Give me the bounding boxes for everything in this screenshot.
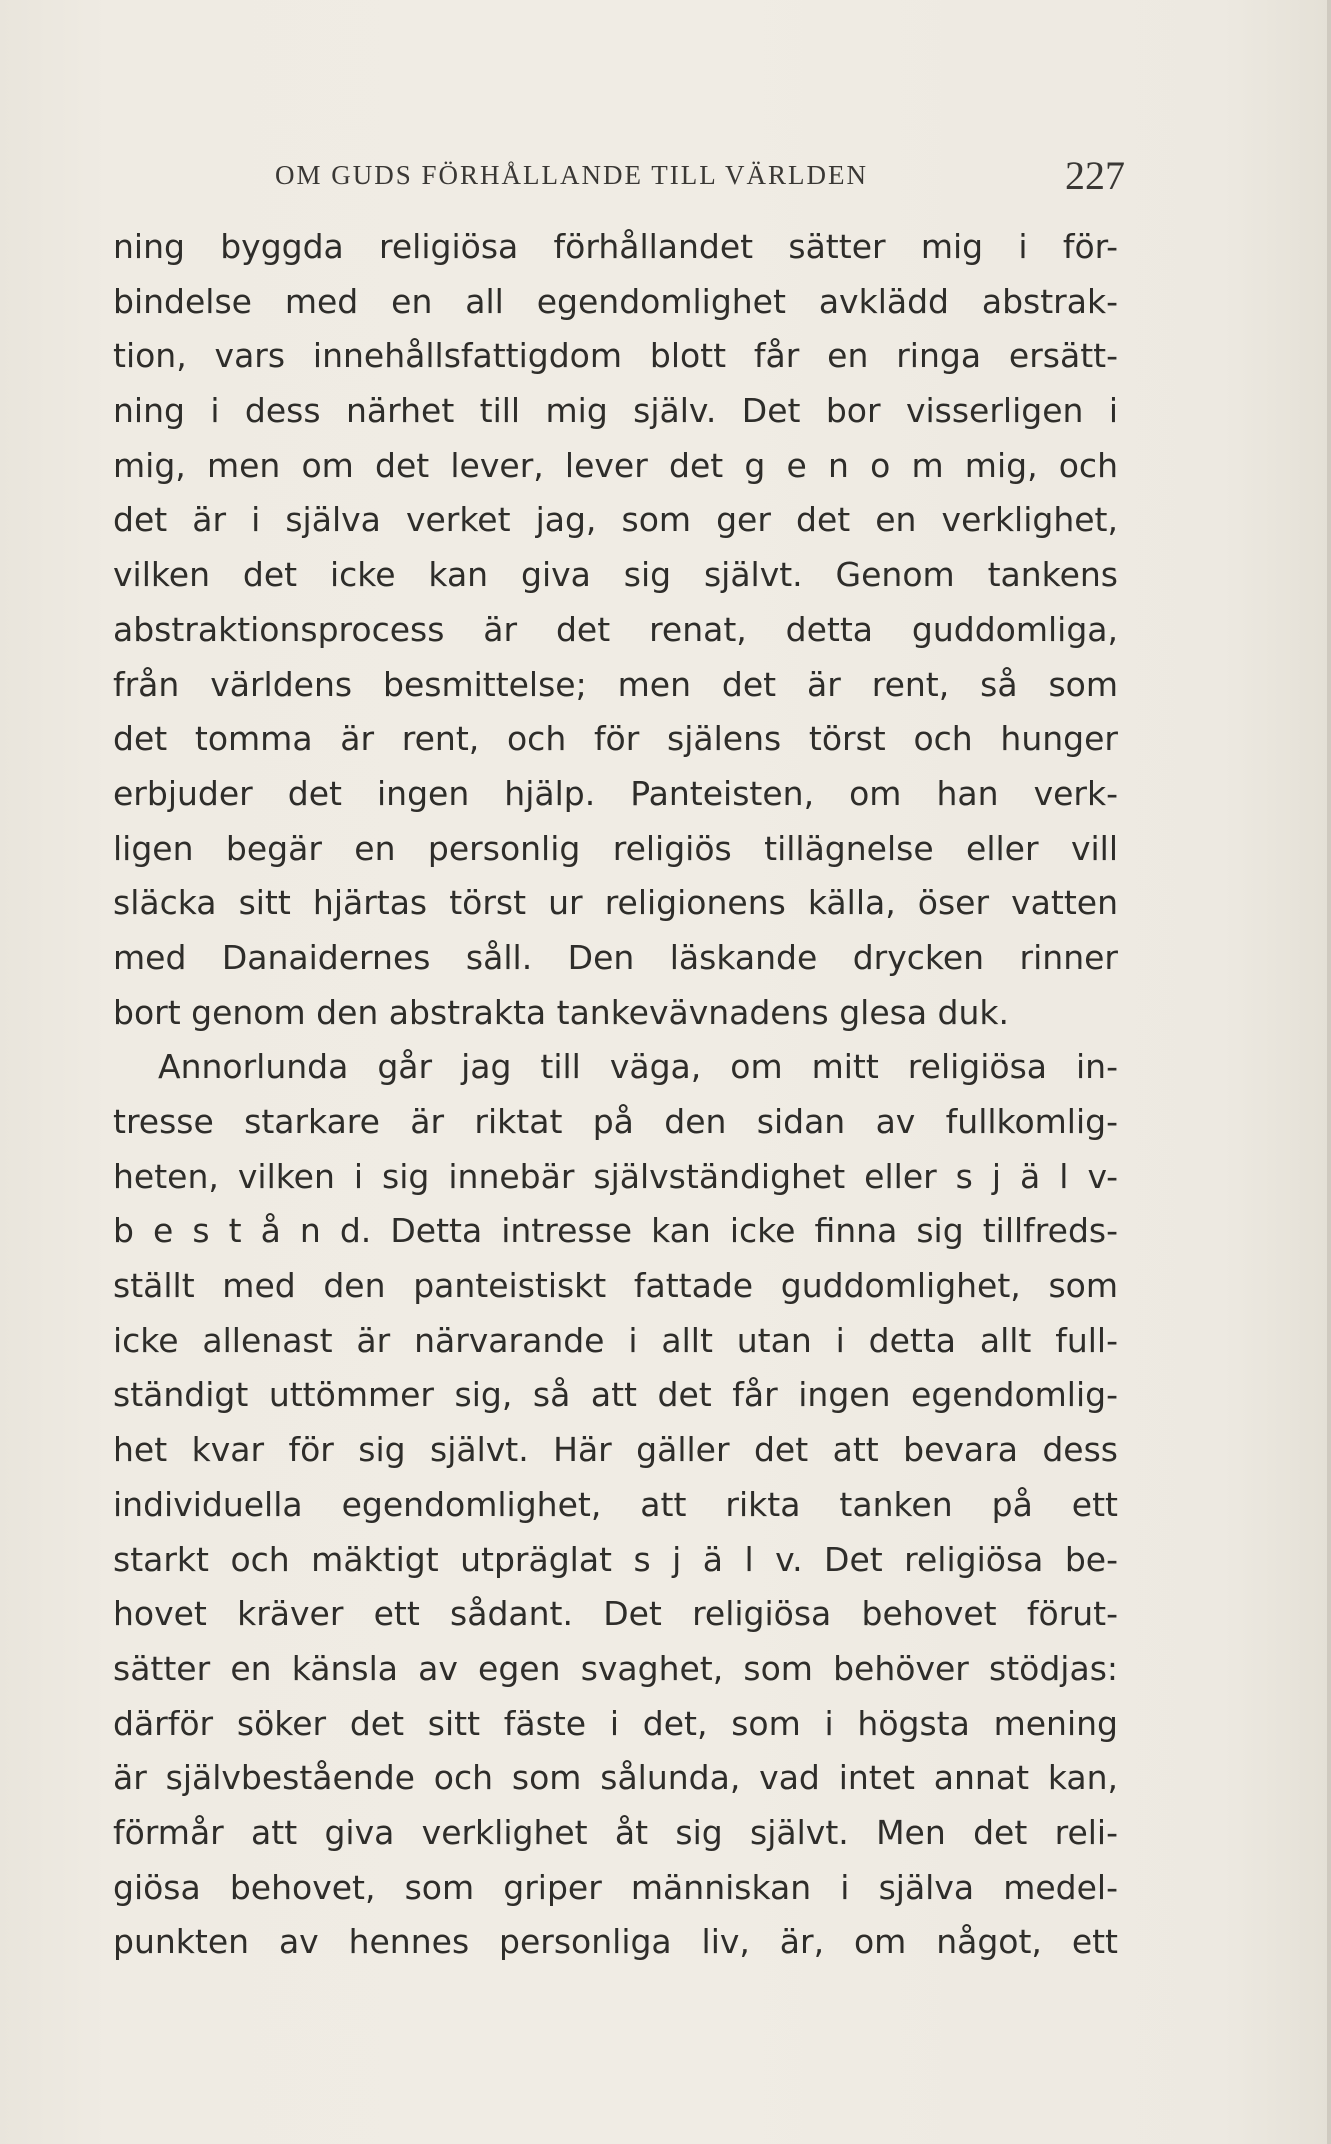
text-line: med Danaidernes såll. Den läskande drycken rinner: [113, 937, 1118, 977]
page-edge: [1327, 0, 1331, 2144]
text-line: mig, men om det lever, lever det g e n o m mig, och: [113, 445, 1118, 485]
text-line: b e s t å n d. Detta intresse kan icke finna sig tillfreds-: [113, 1211, 1118, 1251]
text-line: ning byggda religiösa förhållandet sätter mig i för-: [113, 227, 1118, 266]
text-line: det är i själva verket jag, som ger det en verklighet,: [113, 500, 1118, 540]
text-line: ligen begär en personlig religiös tillägnelse eller vill: [113, 828, 1118, 868]
text-line: tion, vars innehållsfattigdom blott får en ringa ersätt-: [113, 336, 1118, 376]
text-line: punkten av hennes personliga liv, är, om något, ett: [113, 1922, 1118, 1962]
text-line: ning i dess närhet till mig själv. Det bor visserligen i: [113, 391, 1118, 431]
text-line: sätter en känsla av egen svaghet, som behöver stödjas:: [113, 1648, 1118, 1688]
page-number: 227: [1065, 153, 1125, 198]
text-line: het kvar för sig självt. Här gäller det att bevara dess: [113, 1430, 1118, 1470]
text-line: bindelse med en all egendomlighet avklädd abstrak-: [113, 281, 1118, 321]
text-line: giösa behovet, som griper människan i själva medel-: [113, 1867, 1118, 1907]
text-line: förmår att giva verklighet åt sig självt. Men det reli-: [113, 1812, 1118, 1852]
text-line: från världens besmittelse; men det är rent, så som: [113, 664, 1118, 704]
page-header: [275, 152, 1125, 202]
text-line: icke allenast är närvarande i allt utan i detta allt full-: [113, 1320, 1118, 1360]
text-line: bort genom den abstrakta tankevävnadens glesa duk.: [113, 992, 1009, 1032]
text-line: det tomma är rent, och för själens törst och hunger: [113, 719, 1118, 759]
text-line: ständigt uttömmer sig, så att det får ingen egendomlig-: [113, 1375, 1118, 1415]
text-line: abstraktionsprocess är det renat, detta guddomliga,: [113, 609, 1118, 649]
body-text: [113, 220, 1118, 1970]
text-line: därför söker det sitt fäste i det, som i högsta mening: [113, 1703, 1118, 1743]
text-line: släcka sitt hjärtas törst ur religionens källa, öser vatten: [113, 883, 1118, 923]
text-line: erbjuder det ingen hjälp. Panteisten, om han verk-: [113, 773, 1118, 813]
text-line: heten, vilken i sig innebär självständighet eller s j ä l v-: [113, 1156, 1118, 1196]
running-head: OM GUDS FÖRHÅLLANDE TILL VÄRLDEN: [275, 160, 868, 190]
text-line: ställt med den panteistiskt fattade guddomlighet, som: [113, 1266, 1118, 1306]
text-line: starkt och mäktigt utpräglat s j ä l v. Det religiösa be-: [113, 1539, 1118, 1579]
text-line: hovet kräver ett sådant. Det religiösa behovet förut-: [113, 1594, 1118, 1634]
text-line: vilken det icke kan giva sig självt. Genom tankens: [113, 555, 1118, 595]
text-line: Annorlunda går jag till väga, om mitt religiösa in-: [158, 1047, 1118, 1087]
text-line: individuella egendomlighet, att rikta tanken på ett: [113, 1484, 1118, 1524]
text-line: är självbestående och som sålunda, vad intet annat kan,: [113, 1758, 1118, 1798]
text-line: tresse starkare är riktat på den sidan av fullkomlig-: [113, 1102, 1118, 1141]
